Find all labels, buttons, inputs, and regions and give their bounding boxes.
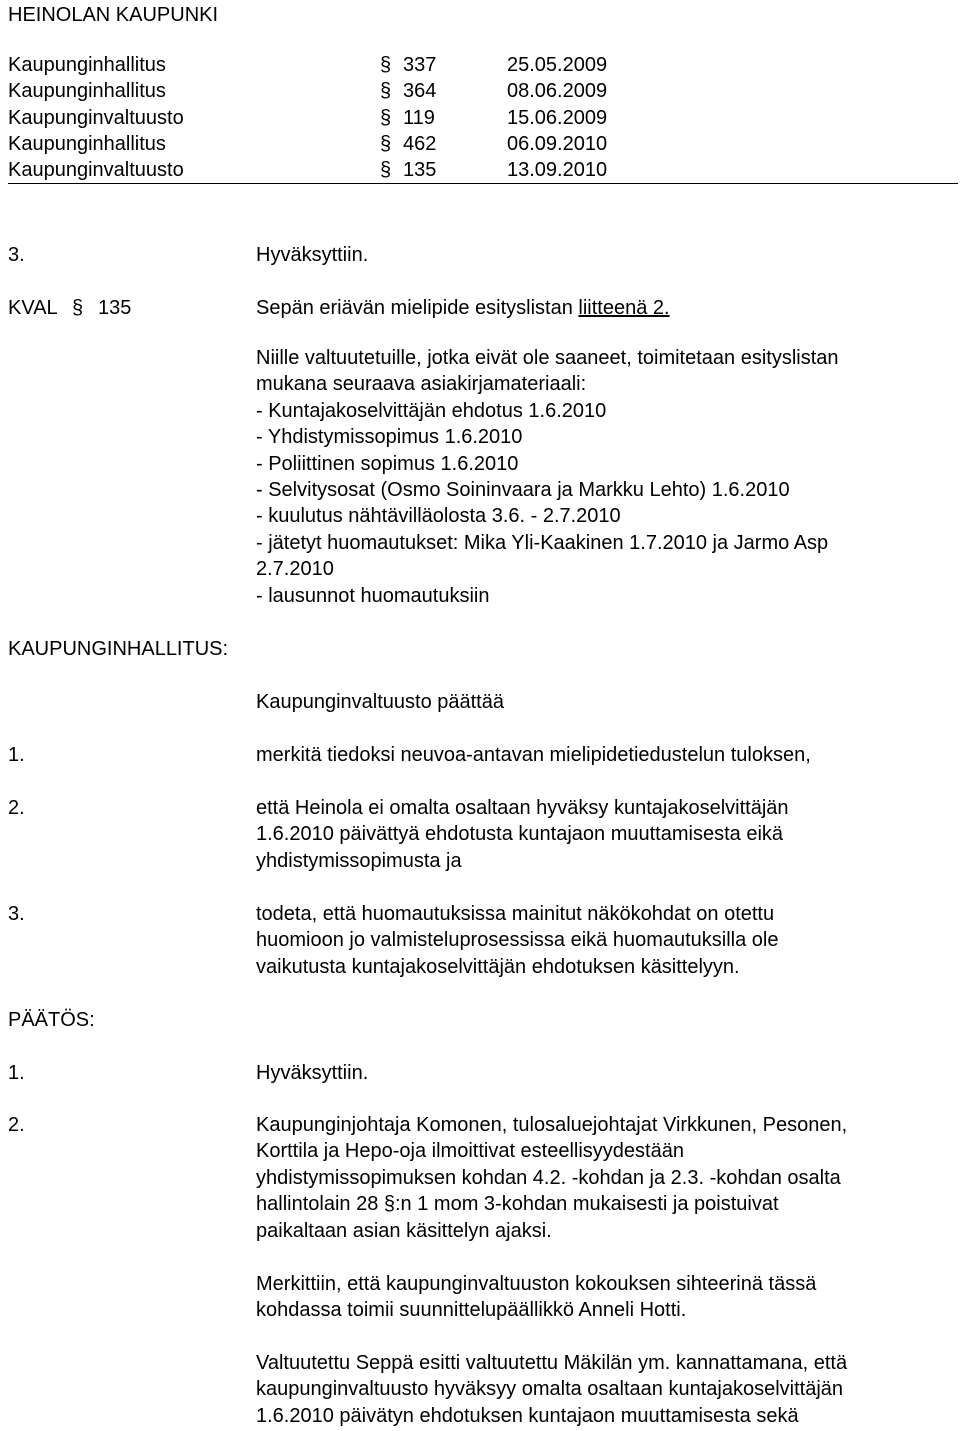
kval-title-text: Sepän eriävän mielipide esityslistan xyxy=(256,297,573,319)
prev-item-number: 3. xyxy=(8,244,25,266)
section-sign: § xyxy=(72,297,84,319)
history-number: 135 xyxy=(403,159,437,181)
proposal-text xyxy=(256,795,789,874)
paragraph-line: Valtuutettu Seppä esitti valtuutettu Mäkilän ym. kannattamana, että xyxy=(256,1352,848,1374)
proposal-line: vaikutusta kuntajakoselvittäjän ehdotuksen käsittelyyn. xyxy=(256,955,740,978)
section-sign: § xyxy=(380,159,392,181)
proposal-number: 2. xyxy=(8,797,25,819)
history-number: 119 xyxy=(403,107,435,129)
kh-label: KAUPUNGINHALLITUS: xyxy=(8,638,229,660)
proposal-text xyxy=(256,901,779,980)
history-date: 08.06.2009 xyxy=(507,80,608,102)
intro-block xyxy=(256,345,839,609)
decision-text: Hyväksyttiin. xyxy=(256,1062,369,1084)
intro-line: - Poliittinen sopimus 1.6.2010 xyxy=(256,452,519,475)
paatos-label: PÄÄTÖS: xyxy=(8,1009,95,1031)
paragraph-line: 1.6.2010 päivätyn ehdotuksen kuntajaon muuttamisesta sekä xyxy=(256,1404,799,1427)
decision-line: yhdistymissopimuksen kohdan 4.2. -kohdan ja 2.3. -kohdan osalta xyxy=(256,1166,841,1189)
intro-line: 2.7.2010 xyxy=(256,558,334,581)
decision-number: 1. xyxy=(8,1062,25,1084)
paragraph-line: kohdassa toimii suunnittelupäällikkö Anneli Hotti. xyxy=(256,1299,687,1322)
divider-line xyxy=(8,183,958,184)
history-body: Kaupunginhallitus xyxy=(8,80,166,102)
kval-title xyxy=(256,295,670,321)
history-number: 364 xyxy=(403,80,437,102)
kval-number: 135 xyxy=(98,297,132,319)
intro-line: - Yhdistymissopimus 1.6.2010 xyxy=(256,426,523,449)
history-number: 337 xyxy=(403,54,437,76)
intro-line: - Selvitysosat (Osmo Soininvaara ja Markku Lehto) 1.6.2010 xyxy=(256,479,790,502)
proposal-line: yhdistymissopimusta ja xyxy=(256,849,462,872)
decision-line: Korttila ja Hepo-oja ilmoittivat esteellisyydestään xyxy=(256,1140,684,1163)
history-date: 06.09.2010 xyxy=(507,133,608,155)
attachment-link[interactable]: liitteenä 2. xyxy=(578,297,670,319)
intro-line: - jätetyt huomautukset: Mika Yli-Kaakinen 1.7.2010 ja Jarmo Asp xyxy=(256,531,829,554)
intro-line: - lausunnot huomautuksiin xyxy=(256,584,490,607)
decision-text xyxy=(256,1112,847,1244)
proposal-line: 1.6.2010 päivättyä ehdotusta kuntajaon muuttamisesta eikä xyxy=(256,823,784,846)
intro-line: Niille valtuutetuille, jotka eivät ole saaneet, toimitetaan esityslistan xyxy=(256,347,839,369)
decision-line: Kaupunginjohtaja Komonen, tulosaluejohtajat Virkkunen, Pesonen, xyxy=(256,1114,848,1136)
proposal-number: 1. xyxy=(8,744,25,766)
history-body: Kaupunginhallitus xyxy=(8,133,166,155)
proposal-line: että Heinola ei omalta osaltaan hyväksy kuntajakoselvittäjän xyxy=(256,797,789,819)
history-date: 13.09.2010 xyxy=(507,159,608,181)
proposal-line: huomioon jo valmisteluprosessissa eikä huomautuksilla ole xyxy=(256,929,779,952)
history-number: 462 xyxy=(403,133,437,155)
org-name: HEINOLAN KAUPUNKI xyxy=(8,4,219,26)
section-sign: § xyxy=(380,80,392,102)
proposal-line: merkitä tiedoksi neuvoa-antavan mielipidetiedustelun tuloksen, xyxy=(256,744,811,766)
decision-number: 2. xyxy=(8,1114,25,1136)
section-sign: § xyxy=(380,54,392,76)
proposal-text xyxy=(256,742,811,768)
proposal-line: todeta, että huomautuksissa mainitut näkökohdat on otettu xyxy=(256,903,775,925)
proposal-number: 3. xyxy=(8,903,25,925)
paragraph xyxy=(256,1271,816,1324)
kval-label: KVAL xyxy=(8,297,58,319)
section-sign: § xyxy=(380,107,392,129)
history-body: Kaupunginvaltuusto xyxy=(8,159,184,181)
intro-line: mukana seuraava asiakirjamateriaali: xyxy=(256,373,587,396)
history-body: Kaupunginhallitus xyxy=(8,54,166,76)
section-sign: § xyxy=(380,133,392,155)
history-date: 25.05.2009 xyxy=(507,54,608,76)
prev-item-text: Hyväksyttiin. xyxy=(256,244,369,266)
paragraph-line: Merkittiin, että kaupunginvaltuuston kokouksen sihteerinä tässä xyxy=(256,1273,817,1295)
paragraph-line: kaupunginvaltuusto hyväksyy omalta osaltaan kuntajakoselvittäjän xyxy=(256,1378,844,1401)
history-body: Kaupunginvaltuusto xyxy=(8,107,184,129)
intro-line: - Kuntajakoselvittäjän ehdotus 1.6.2010 xyxy=(256,399,607,422)
intro-line: - kuulutus nähtävilläolosta 3.6. - 2.7.2010 xyxy=(256,505,621,528)
history-date: 15.06.2009 xyxy=(507,107,608,129)
decision-line: paikaltaan asian käsittelyn ajaksi. xyxy=(256,1219,552,1242)
decides-heading: Kaupunginvaltuusto päättää xyxy=(256,691,504,713)
paragraph xyxy=(256,1350,847,1429)
decision-line: hallintolain 28 §:n 1 mom 3-kohdan mukaisesti ja poistuivat xyxy=(256,1193,779,1216)
